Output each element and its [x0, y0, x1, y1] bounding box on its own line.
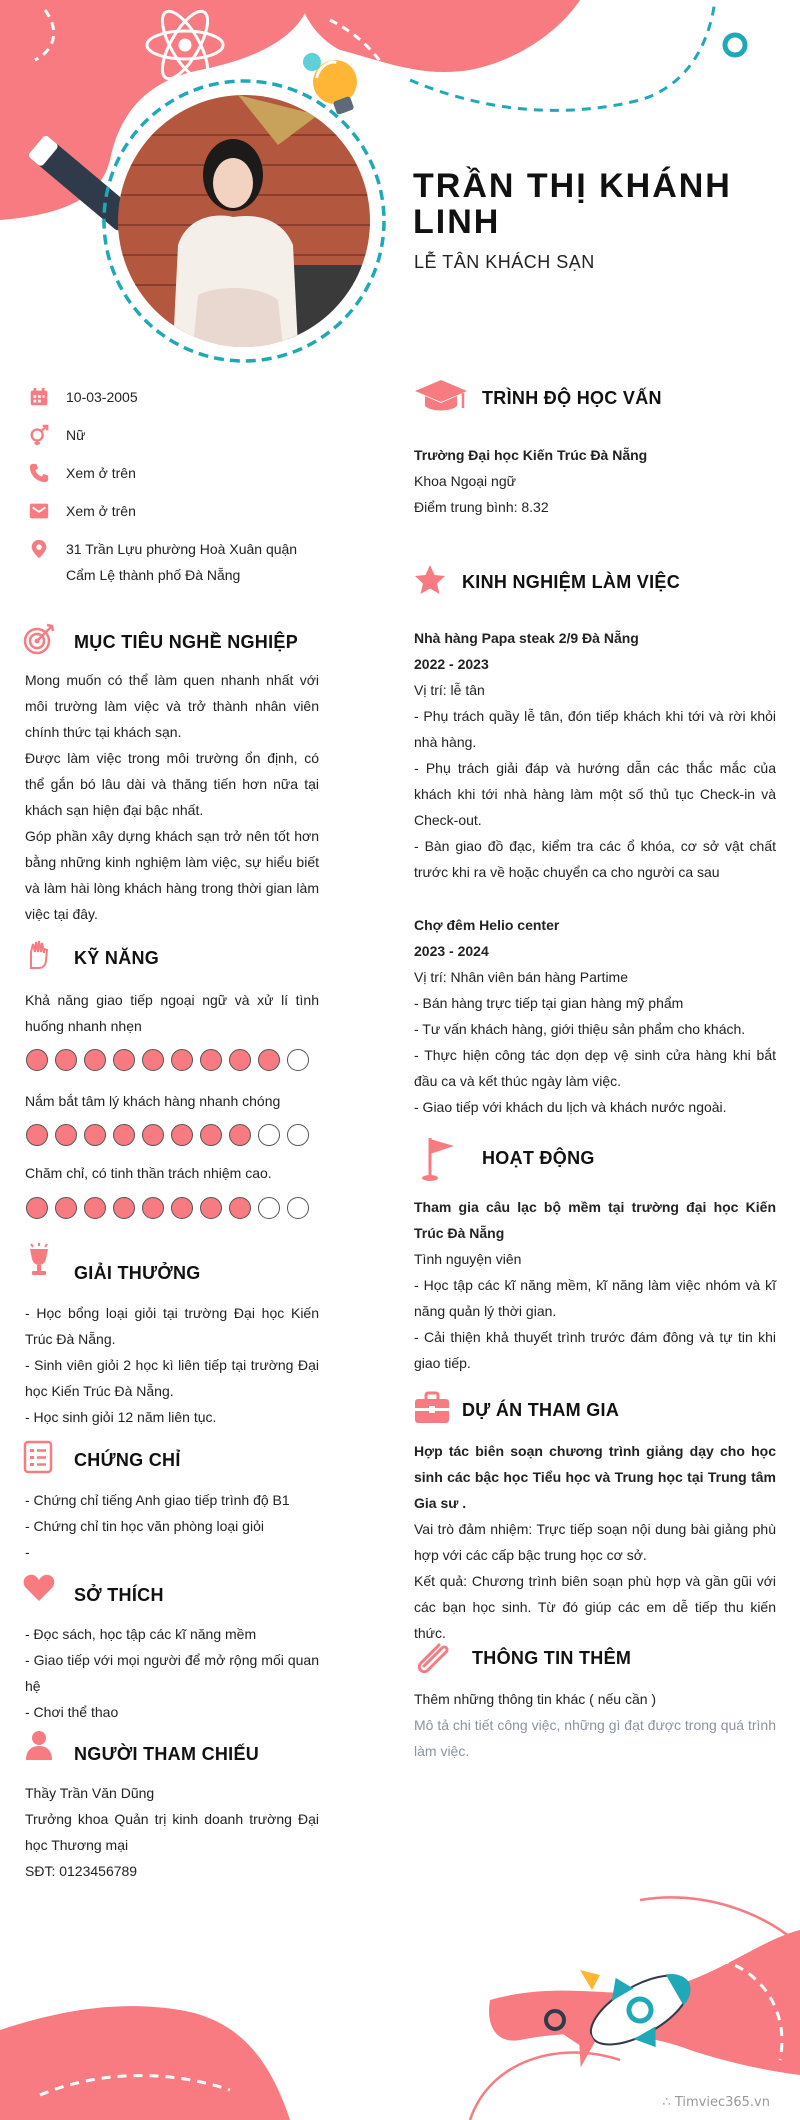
job-company: Chợ đêm Helio center — [414, 917, 560, 933]
rating-dot-filled — [142, 1124, 164, 1146]
rating-dot-filled — [55, 1197, 77, 1219]
job-duty: - Bán hàng trực tiếp tại gian hàng mỹ phẩm — [414, 995, 684, 1011]
skill-label: Chăm chỉ, có tinh thần trách nhiệm cao. — [25, 1165, 272, 1181]
hobbies-title: SỞ THÍCH — [74, 1585, 164, 1605]
certificate-list-icon — [22, 1440, 56, 1474]
rating-dot-filled — [142, 1197, 164, 1219]
rating-dot-filled — [142, 1049, 164, 1071]
rating-dot-filled — [200, 1124, 222, 1146]
references-body — [25, 1780, 319, 1884]
job-position: Vị trí: Nhân viên bán hàng Partime — [414, 969, 629, 985]
job-duty: - Tư vấn khách hàng, giới thiệu sản phẩm cho khách. — [414, 1021, 746, 1037]
rating-dot-empty — [287, 1049, 309, 1071]
address-text: 31 Trần Lựu phường Hoà Xuân quận Cẩm Lệ thành phố Đà Nẵng — [66, 541, 298, 583]
rating-dot-filled — [84, 1124, 106, 1146]
email-text: Xem ở trên — [66, 503, 136, 519]
phone-icon — [28, 462, 50, 484]
reference-line: Thầy Trần Văn Dũng — [25, 1785, 155, 1801]
rating-dot-empty — [287, 1124, 309, 1146]
skill-rating — [26, 1197, 309, 1219]
rating-dot-filled — [84, 1049, 106, 1071]
job-duty: - Giao tiếp với khách du lịch và khách nước ngoài. — [414, 1099, 727, 1115]
rating-dot-filled — [200, 1197, 222, 1219]
certificate-line: - Chứng chỉ tiếng Anh giao tiếp trình độ B1 — [25, 1492, 290, 1508]
rating-dot-filled — [84, 1197, 106, 1219]
heart-icon — [22, 1570, 56, 1604]
activity-line: - Học tập các kĩ năng mềm, kĩ năng làm việc nhóm và kĩ năng quản lý thời gian. — [414, 1277, 776, 1319]
references-title: NGƯỜI THAM CHIẾU — [74, 1744, 260, 1764]
hobby-line: - Giao tiếp với mọi người để mở rộng mối quan hệ — [25, 1652, 319, 1694]
projects-body — [414, 1438, 776, 1646]
rating-dot-filled — [26, 1124, 48, 1146]
job-position: Vị trí: lễ tân — [414, 682, 485, 698]
skill-rating — [26, 1124, 309, 1146]
job-duty: - Bàn giao đồ đạc, kiểm tra các ổ khóa, cơ sở vật chất trước khi ra về hoặc chuyển ca cho người ca sau — [414, 838, 776, 880]
rating-dot-filled — [229, 1049, 251, 1071]
activity-line: - Cải thiện khả thuyết trình trước đám đông và tự tin khi giao tiếp. — [414, 1329, 776, 1371]
additional-body — [414, 1686, 776, 1764]
rating-dot-empty — [258, 1197, 280, 1219]
contact-birthdate — [28, 384, 326, 410]
project-result: Kết quả: Chương trình biên soạn phù hợp và gần gũi với các bạn học sinh. Từ đó giúp các em dễ tiếp thu kiến thức. — [414, 1573, 776, 1641]
additional-line: Thêm những thông tin khác ( nếu cần ) — [414, 1691, 657, 1707]
objective-paragraph: Góp phần xây dựng khách sạn trở nên tốt hơn bằng những kinh nghiệm làm việc, sự hiểu biết và làm hài lòng khách hàng trong thời gian làm việc tại đây. — [25, 828, 319, 922]
job-duty: - Phụ trách giải đáp và hướng dẫn các thắc mắc của khách khi tới nhà hàng làm một số thủ tục Check-in và Check-out. — [414, 760, 776, 828]
hobby-line: - Đọc sách, học tập các kĩ năng mềm — [25, 1626, 257, 1642]
trophy-icon — [22, 1243, 56, 1277]
rating-dot-filled — [113, 1124, 135, 1146]
awards-title: GIẢI THƯỞNG — [74, 1263, 201, 1283]
objective-title: MỤC TIÊU NGHỀ NGHIỆP — [74, 632, 299, 652]
rating-dot-filled — [26, 1049, 48, 1071]
contact-gender — [28, 422, 326, 448]
award-line: - Học sinh giỏi 12 năm liên tục. — [25, 1409, 217, 1425]
education-title: TRÌNH ĐỘ HỌC VẤN — [482, 388, 662, 408]
hobbies-body — [25, 1621, 319, 1725]
rating-dot-filled — [200, 1049, 222, 1071]
rating-dot-filled — [171, 1124, 193, 1146]
gpa: Điểm trung bình: 8.32 — [414, 499, 549, 515]
hand-icon — [22, 938, 56, 972]
rating-dot-filled — [55, 1049, 77, 1071]
phone-text: Xem ở trên — [66, 465, 136, 481]
experience-job — [414, 912, 776, 1120]
rating-dot-filled — [171, 1197, 193, 1219]
reference-line: Trưởng khoa Quản trị kinh doanh trường Đại học Thương mại — [25, 1811, 319, 1853]
gender-text: Nữ — [66, 427, 86, 443]
rating-dot-filled — [229, 1124, 251, 1146]
rating-dot-empty — [287, 1197, 309, 1219]
job-period: 2022 - 2023 — [414, 656, 489, 672]
rating-dot-filled — [26, 1197, 48, 1219]
project-name: Hợp tác biên soạn chương trình giảng dạy cho học sinh các bậc học Tiểu học và Trung học tại Trung tâm Gia sư . — [414, 1443, 776, 1511]
briefcase-icon — [413, 1390, 451, 1426]
location-pin-icon — [28, 538, 50, 560]
reference-line: SĐT: 0123456789 — [25, 1863, 138, 1879]
experience-job — [414, 625, 776, 885]
objective-body — [25, 667, 319, 927]
certificate-line: - Chứng chỉ tin học văn phòng loại giỏi — [25, 1518, 264, 1534]
activities-title: HOẠT ĐỘNG — [482, 1148, 595, 1168]
job-title: LỄ TÂN KHÁCH SẠN — [414, 252, 595, 272]
additional-title: THÔNG TIN THÊM — [472, 1648, 632, 1668]
candidate-name: TRẦN THỊ KHÁNH LINH — [413, 167, 732, 241]
contact-phone — [28, 460, 326, 486]
experience-title: KINH NGHIỆM LÀM VIỆC — [462, 572, 681, 592]
rating-dot-filled — [258, 1049, 280, 1071]
education-body — [414, 442, 776, 520]
skill-rating — [26, 1049, 309, 1071]
certificates-body — [25, 1487, 319, 1565]
rating-dot-filled — [229, 1197, 251, 1219]
contact-email — [28, 498, 326, 524]
activity-role: Tình nguyện viên — [414, 1251, 522, 1267]
birthdate-text: 10-03-2005 — [66, 389, 138, 405]
job-duty: - Phụ trách quầy lễ tân, đón tiếp khách khi tới và rời khỏi nhà hàng. — [414, 708, 776, 750]
watermark: ∴ Timviec365.vn — [662, 2095, 770, 2110]
target-icon — [22, 622, 56, 656]
star-icon — [413, 563, 447, 597]
certificates-title: CHỨNG CHỈ — [74, 1450, 181, 1470]
gender-icon — [28, 424, 50, 446]
job-company: Nhà hàng Papa steak 2/9 Đà Nẵng — [414, 630, 639, 646]
rating-dot-filled — [55, 1124, 77, 1146]
email-icon — [28, 500, 50, 522]
awards-body — [25, 1300, 319, 1430]
person-icon — [22, 1728, 56, 1762]
job-period: 2023 - 2024 — [414, 943, 489, 959]
certificate-line: - — [25, 1544, 30, 1560]
school-name: Trường Đại học Kiến Trúc Đà Nẵng — [414, 447, 648, 463]
rating-dot-filled — [113, 1197, 135, 1219]
award-line: - Học bổng loại giỏi tại trường Đại học Kiến Trúc Đà Nẵng. — [25, 1305, 319, 1347]
projects-title: DỰ ÁN THAM GIA — [462, 1400, 620, 1420]
objective-paragraph: Mong muốn có thể làm quen nhanh nhất với môi trường làm việc và trở thành nhân viên chính thức tại khách sạn. — [25, 672, 319, 740]
award-line: - Sinh viên giỏi 2 học kì liên tiếp tại trường Đại học Kiến Trúc Đà Nẵng. — [25, 1357, 319, 1399]
graduation-cap-icon — [413, 378, 469, 416]
flag-icon — [422, 1136, 462, 1182]
skill-label: Nắm bắt tâm lý khách hàng nhanh chóng — [25, 1093, 281, 1109]
contact-address — [28, 536, 326, 588]
rating-dot-filled — [113, 1049, 135, 1071]
hobby-line: - Chơi thể thao — [25, 1704, 119, 1720]
rating-dot-filled — [171, 1049, 193, 1071]
additional-placeholder: Mô tả chi tiết công việc, những gì đạt được trong quá trình làm việc. — [414, 1717, 776, 1759]
skills-title: KỸ NĂNG — [74, 948, 160, 968]
rating-dot-empty — [258, 1124, 280, 1146]
job-duty: - Thực hiện công tác dọn dẹp vệ sinh cửa hàng khi bắt đầu ca và kết thúc ngày làm việc. — [414, 1047, 776, 1089]
activity-name: Tham gia câu lạc bộ mềm tại trường đại học Kiến Trúc Đà Nẵng — [414, 1199, 776, 1241]
skill-label: Khả năng giao tiếp ngoại ngữ và xử lí tình huống nhanh nhẹn — [25, 992, 319, 1034]
objective-paragraph: Được làm việc trong môi trường ổn định, có thể gắn bó lâu dài và thăng tiến hơn nữa tại khách sạn hiện đại bậc nhất. — [25, 750, 319, 818]
paperclip-icon — [414, 1636, 454, 1676]
watermark-text: Timviec365.vn — [674, 2095, 770, 2110]
faculty: Khoa Ngoại ngữ — [414, 473, 516, 489]
calendar-icon — [28, 386, 50, 408]
activities-body — [414, 1194, 776, 1376]
profile-photo — [118, 95, 370, 347]
project-role: Vai trò đảm nhiệm: Trực tiếp soạn nội dung bài giảng phù hợp với các cấp bậc trung học cơ sở. — [414, 1521, 776, 1563]
